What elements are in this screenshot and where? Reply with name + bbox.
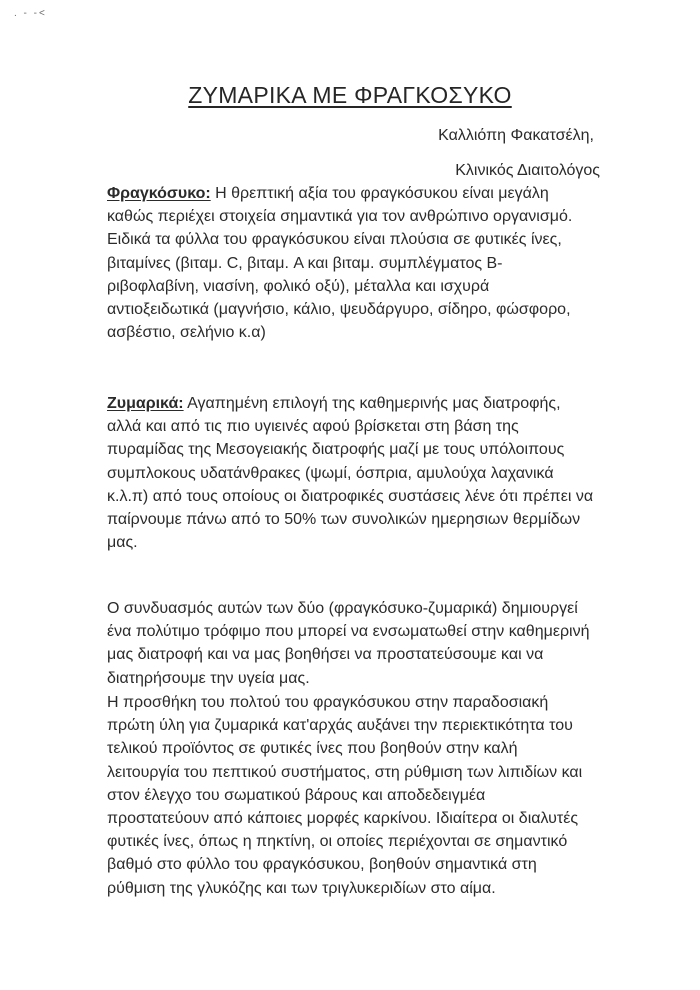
- paragraph-line: Η προσθήκη του πολτού του φραγκόσυκου στην παραδοσιακή: [107, 694, 549, 711]
- paragraph-line: [107, 182, 607, 205]
- paragraph-line: ένα πολύτιμο τρόφιμο που μπορεί να ενσωματωθεί στην καθημερινή: [107, 623, 590, 641]
- section-heading-prickly-pear: Φραγκόσυκο:: [107, 185, 211, 202]
- paragraph-line: ρύθμιση της γλυκόζης και των τριγλυκεριδίων στο αίμα.: [107, 879, 496, 897]
- paragraph-line: Ο συνδυασμός αυτών των δύο (φραγκόσυκο-ζυμαρικά) δημιουργεί: [107, 600, 578, 617]
- paragraph-line: Ειδικά τα φύλλα του φραγκόσυκου είναι πλούσια σε φυτικές ίνες,: [107, 231, 562, 249]
- document-title: ΖΥΜΑΡΙΚΑ ΜΕ ΦΡΑΓΚΟΣΥΚΟ: [188, 82, 512, 108]
- paragraph-line: προστατεύουν από κάποιες μορφές καρκίνου. Ιδιαίτερα οι διαλυτές: [107, 810, 579, 828]
- paragraph-combination: [107, 597, 607, 690]
- paragraph-line: καθώς περιέχει στοιχεία σημαντικά για τον ανθρώπινο οργανισμό.: [107, 208, 573, 226]
- paragraph-line-text: Αγαπημένη επιλογή της καθημερινής μας διατροφής,: [183, 395, 561, 412]
- paragraph-line: πρώτη ύλη για ζυμαρικά κατ'αρχάς αυξάνει την περιεκτικότητα του: [107, 717, 573, 735]
- paragraph-line: μας.: [107, 534, 138, 552]
- paragraph-benefits: [107, 691, 607, 900]
- author-name: Καλλιόπη Φακατσέλη,: [438, 127, 594, 144]
- paragraph-line: τελικού προϊόντος σε φυτικές ίνες που βοηθούν στην καλή: [107, 740, 518, 758]
- author-role: Κλινικός Διαιτολόγος: [455, 162, 600, 179]
- paragraph-line: φυτικές ίνες, όπως η πηκτίνη, οι οποίες περιέχονται σε σημαντικό: [107, 833, 568, 851]
- paragraph-prickly-pear: [107, 182, 607, 344]
- paragraph-line: μας διατροφή και να μας βοηθήσει να προστατεύσουμε και να: [107, 646, 544, 664]
- paragraph-line: βαθμό στο φύλλο του φραγκόσυκου, βοηθούν σημαντικά στη: [107, 856, 537, 874]
- section-heading-pasta: Ζυμαρικά:: [107, 395, 184, 412]
- paragraph-line: βιταμίνες (βιταμ. C, βιταμ. A και βιταμ. συμπλέγματος Β-: [107, 254, 503, 272]
- paragraph-line: πυραμίδας της Μεσογειακής διατροφής μαζί με τους υπόλοιπους: [107, 441, 565, 459]
- paragraph-pasta: [107, 392, 607, 554]
- paragraph-line: [107, 392, 607, 415]
- paragraph-line: λειτουργία του πεπτικού συστήματος, στη ρύθμιση των λιπιδίων και: [107, 763, 583, 781]
- paragraph-line: ριβοφλαβίνη, νιασίνη, φολικό οξύ), μέταλλα και ισχυρά: [107, 277, 490, 295]
- paragraph-line: συμπλοκους υδατάνθρακες (ψωμί, όσπρια, αμυλούχα λαχανικά: [107, 464, 554, 482]
- paragraph-line: παίρνουμε πάνω από το 50% των συνολικών ημερησιων θερμίδων: [107, 511, 581, 529]
- paragraph-line: αλλά και από τις πιο υγιεινές αφού βρίσκεται στη βάση της: [107, 418, 519, 436]
- paragraph-line-text: Η θρεπτική αξία του φραγκόσυκου είναι μεγάλη: [210, 185, 549, 202]
- paragraph-line: αντιοξειδωτικά (μαγνήσιο, κάλιο, ψευδάργυρο, σίδηρο, φώσφορο,: [107, 301, 571, 319]
- paragraph-line: κ.λ.π) από τους οποίους οι διατροφικές συστάσεις λένε ότι πρέπει να: [107, 487, 594, 505]
- paragraph-line: ασβέστιο, σελήνιο κ.α): [107, 324, 266, 342]
- paragraph-line: στον έλεγχο του σωματικού βάρους και αποδεδειγμέα: [107, 786, 486, 804]
- scan-corner-mark: . - -<: [14, 8, 47, 19]
- paragraph-line: διατηρήσουμε την υγεία μας.: [107, 669, 310, 687]
